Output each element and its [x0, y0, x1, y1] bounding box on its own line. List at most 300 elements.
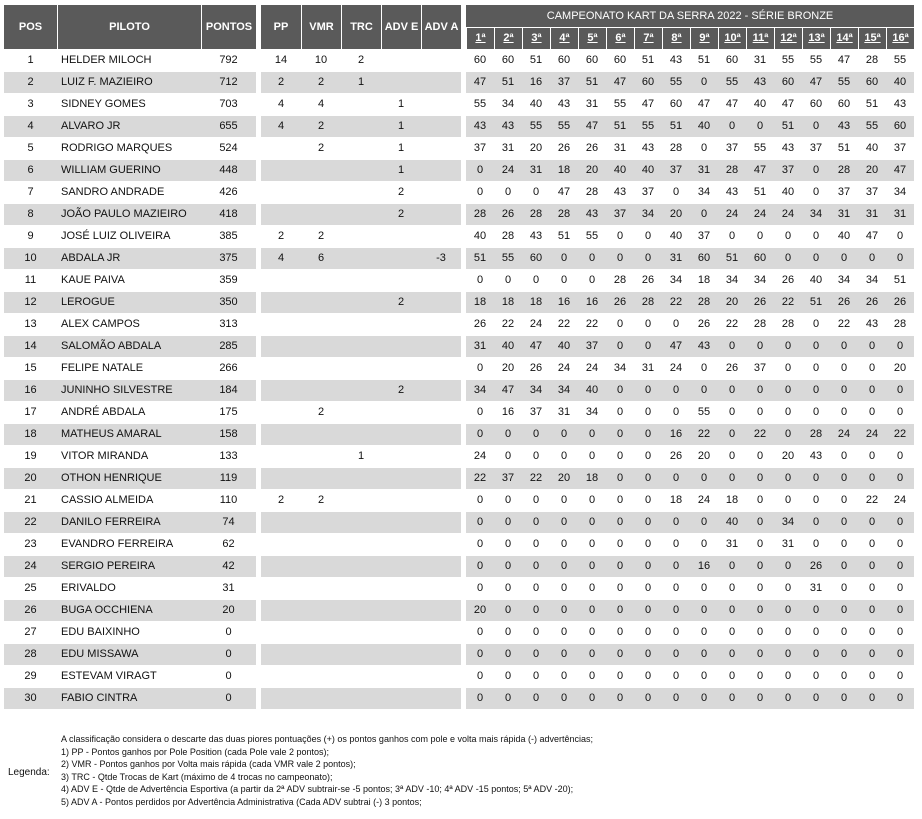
race-points-cell: 20	[494, 358, 522, 380]
position-cell: 28	[4, 644, 57, 666]
race-points-cell: 0	[662, 314, 690, 336]
race-points-cell: 28	[466, 204, 494, 226]
race-points-cell: 55	[550, 116, 578, 138]
race-points-cell: 0	[830, 556, 858, 578]
position-cell: 24	[4, 556, 57, 578]
race-points-cell: 51	[802, 292, 830, 314]
race-points-cell: 0	[690, 204, 718, 226]
race-points-cell: 0	[690, 138, 718, 160]
adv-a-cell	[421, 358, 461, 380]
vmr-cell	[301, 270, 341, 292]
pp-cell	[261, 600, 301, 622]
adv-e-cell	[381, 402, 421, 424]
points-cell: 184	[201, 380, 256, 402]
race-points-cell: 40	[606, 160, 634, 182]
race-points-cell: 0	[522, 578, 550, 600]
race-points-cell: 37	[466, 138, 494, 160]
race-points-cell: 37	[886, 138, 914, 160]
race-points-cell: 43	[466, 116, 494, 138]
header-race-label: 4ª	[559, 32, 570, 44]
race-points-cell: 40	[466, 226, 494, 248]
race-points-cell: 43	[774, 138, 802, 160]
position-cell: 22	[4, 512, 57, 534]
header-race-15	[858, 28, 886, 50]
race-points-cell: 40	[690, 116, 718, 138]
adv-e-cell: 2	[381, 204, 421, 226]
header-race-1	[466, 28, 494, 50]
pp-cell: 4	[261, 94, 301, 116]
race-points-cell: 0	[718, 424, 746, 446]
race-points-cell: 0	[858, 556, 886, 578]
race-points-cell: 0	[466, 402, 494, 424]
race-points-cell: 0	[662, 688, 690, 710]
race-points-cell: 20	[886, 358, 914, 380]
header-race-label: 1ª	[475, 32, 486, 44]
trc-cell	[341, 292, 381, 314]
race-points-cell: 0	[774, 358, 802, 380]
race-points-cell: 0	[466, 270, 494, 292]
race-points-cell: 24	[718, 204, 746, 226]
race-points-cell: 0	[830, 688, 858, 710]
table-row	[4, 424, 914, 446]
adv-a-cell	[421, 490, 461, 512]
race-points-cell: 0	[830, 534, 858, 556]
pilot-name-cell: HELDER MILOCH	[57, 50, 201, 72]
race-points-cell: 37	[494, 468, 522, 490]
race-points-cell: 0	[746, 622, 774, 644]
pilot-name-cell: ESTEVAM VIRAGT	[57, 666, 201, 688]
race-points-cell: 0	[578, 578, 606, 600]
race-points-cell: 34	[774, 512, 802, 534]
race-points-cell: 0	[802, 490, 830, 512]
adv-a-cell	[421, 424, 461, 446]
race-points-cell: 0	[494, 622, 522, 644]
race-points-cell: 0	[746, 578, 774, 600]
race-points-cell: 43	[802, 446, 830, 468]
race-points-cell: 0	[690, 578, 718, 600]
position-cell: 18	[4, 424, 57, 446]
header-race-3	[522, 28, 550, 50]
race-points-cell: 60	[578, 50, 606, 72]
race-points-cell: 0	[858, 512, 886, 534]
race-points-cell: 0	[886, 622, 914, 644]
race-points-cell: 0	[802, 512, 830, 534]
position-cell: 8	[4, 204, 57, 226]
header-race-4	[550, 28, 578, 50]
vmr-cell	[301, 292, 341, 314]
race-points-cell: 47	[718, 94, 746, 116]
race-points-cell: 24	[858, 424, 886, 446]
pilot-name-cell: MATHEUS AMARAL	[57, 424, 201, 446]
race-points-cell: 0	[522, 600, 550, 622]
race-points-cell: 0	[886, 644, 914, 666]
race-points-cell: 0	[494, 666, 522, 688]
adv-a-cell	[421, 182, 461, 204]
race-points-cell: 28	[690, 292, 718, 314]
adv-e-cell	[381, 688, 421, 710]
header-piloto: PILOTO	[57, 5, 201, 50]
race-points-cell: 0	[802, 622, 830, 644]
adv-e-cell	[381, 534, 421, 556]
race-points-cell: 0	[550, 424, 578, 446]
race-points-cell: 51	[858, 94, 886, 116]
trc-cell	[341, 512, 381, 534]
race-points-cell: 43	[522, 226, 550, 248]
race-points-cell: 28	[662, 138, 690, 160]
points-cell: 42	[201, 556, 256, 578]
table-row	[4, 204, 914, 226]
race-points-cell: 0	[774, 380, 802, 402]
adv-a-cell	[421, 226, 461, 248]
adv-a-cell	[421, 534, 461, 556]
points-cell: 313	[201, 314, 256, 336]
race-points-cell: 0	[858, 578, 886, 600]
pilot-name-cell: WILLIAM GUERINO	[57, 160, 201, 182]
table-row	[4, 138, 914, 160]
race-points-cell: 26	[690, 314, 718, 336]
race-points-cell: 0	[886, 380, 914, 402]
race-points-cell: 55	[634, 116, 662, 138]
points-cell: 712	[201, 72, 256, 94]
race-points-cell: 0	[886, 556, 914, 578]
race-points-cell: 43	[858, 314, 886, 336]
race-points-cell: 0	[634, 622, 662, 644]
race-points-cell: 0	[746, 644, 774, 666]
race-points-cell: 0	[858, 644, 886, 666]
header-race-16	[886, 28, 914, 50]
race-points-cell: 0	[634, 644, 662, 666]
race-points-cell: 40	[886, 72, 914, 94]
race-points-cell: 34	[690, 182, 718, 204]
position-cell: 29	[4, 666, 57, 688]
race-points-cell: 0	[606, 534, 634, 556]
header-race-label: 5ª	[587, 32, 598, 44]
adv-e-cell	[381, 336, 421, 358]
race-points-cell: 37	[718, 138, 746, 160]
race-points-cell: 60	[662, 94, 690, 116]
points-cell: 62	[201, 534, 256, 556]
header-trc: TRC	[341, 5, 381, 50]
table-row	[4, 512, 914, 534]
race-points-cell: 0	[578, 534, 606, 556]
header-race-14	[830, 28, 858, 50]
race-points-cell: 55	[858, 116, 886, 138]
race-points-cell: 0	[606, 446, 634, 468]
race-points-cell: 0	[746, 336, 774, 358]
header-race-label: 3ª	[531, 32, 542, 44]
race-points-cell: 0	[774, 226, 802, 248]
pp-cell	[261, 644, 301, 666]
vmr-cell: 2	[301, 116, 341, 138]
race-points-cell: 0	[494, 644, 522, 666]
race-points-cell: 0	[578, 424, 606, 446]
race-points-cell: 47	[578, 116, 606, 138]
pp-cell	[261, 204, 301, 226]
race-points-cell: 0	[634, 578, 662, 600]
race-points-cell: 0	[634, 468, 662, 490]
race-points-cell: 0	[802, 116, 830, 138]
pilot-name-cell: SALOMÃO ABDALA	[57, 336, 201, 358]
race-points-cell: 0	[802, 248, 830, 270]
pp-cell	[261, 402, 301, 424]
race-points-cell: 0	[802, 644, 830, 666]
race-points-cell: 0	[522, 622, 550, 644]
race-points-cell: 18	[690, 270, 718, 292]
race-points-cell: 0	[522, 424, 550, 446]
vmr-cell: 2	[301, 490, 341, 512]
race-points-cell: 37	[606, 204, 634, 226]
race-points-cell: 22	[662, 292, 690, 314]
race-points-cell: 0	[578, 270, 606, 292]
race-points-cell: 55	[774, 50, 802, 72]
race-points-cell: 28	[718, 160, 746, 182]
header-race-12	[774, 28, 802, 50]
vmr-cell	[301, 622, 341, 644]
adv-e-cell	[381, 556, 421, 578]
race-points-cell: 0	[858, 622, 886, 644]
points-cell: 158	[201, 424, 256, 446]
race-points-cell: 34	[606, 358, 634, 380]
race-points-cell: 43	[662, 50, 690, 72]
race-points-cell: 0	[830, 446, 858, 468]
trc-cell	[341, 226, 381, 248]
race-points-cell: 0	[886, 534, 914, 556]
header-adv-e: ADV E	[381, 5, 421, 50]
race-points-cell: 0	[746, 468, 774, 490]
points-cell: 110	[201, 490, 256, 512]
race-points-cell: 0	[690, 688, 718, 710]
race-points-cell: 0	[550, 512, 578, 534]
pilot-name-cell: JOÃO PAULO MAZIEIRO	[57, 204, 201, 226]
race-points-cell: 0	[494, 490, 522, 512]
vmr-cell	[301, 336, 341, 358]
race-points-cell: 0	[746, 688, 774, 710]
table-row	[4, 314, 914, 336]
race-points-cell: 51	[550, 226, 578, 248]
race-points-cell: 0	[802, 336, 830, 358]
trc-cell	[341, 622, 381, 644]
race-points-cell: 34	[802, 204, 830, 226]
race-points-cell: 0	[522, 270, 550, 292]
trc-cell	[341, 248, 381, 270]
position-cell: 10	[4, 248, 57, 270]
pilot-name-cell: ANDRÉ ABDALA	[57, 402, 201, 424]
race-points-cell: 31	[718, 534, 746, 556]
race-points-cell: 0	[802, 380, 830, 402]
position-cell: 1	[4, 50, 57, 72]
race-points-cell: 0	[746, 446, 774, 468]
pp-cell	[261, 468, 301, 490]
header-race-label: 11ª	[752, 32, 769, 44]
race-points-cell: 0	[494, 600, 522, 622]
race-points-cell: 0	[718, 578, 746, 600]
race-points-cell: 34	[886, 182, 914, 204]
adv-a-cell	[421, 644, 461, 666]
pp-cell	[261, 512, 301, 534]
vmr-cell: 2	[301, 226, 341, 248]
race-points-cell: 37	[830, 182, 858, 204]
table-row	[4, 116, 914, 138]
table-row	[4, 666, 914, 688]
race-points-cell: 0	[690, 600, 718, 622]
race-points-cell: 34	[522, 380, 550, 402]
points-cell: 375	[201, 248, 256, 270]
race-points-cell: 0	[662, 402, 690, 424]
adv-a-cell	[421, 292, 461, 314]
points-cell: 385	[201, 226, 256, 248]
vmr-cell: 2	[301, 72, 341, 94]
adv-a-cell	[421, 72, 461, 94]
race-points-cell: 0	[466, 688, 494, 710]
race-points-cell: 0	[606, 666, 634, 688]
trc-cell	[341, 116, 381, 138]
race-points-cell: 0	[690, 512, 718, 534]
race-points-cell: 40	[550, 336, 578, 358]
pp-cell	[261, 446, 301, 468]
pp-cell: 2	[261, 226, 301, 248]
race-points-cell: 40	[802, 270, 830, 292]
race-points-cell: 0	[830, 644, 858, 666]
race-points-cell: 43	[718, 182, 746, 204]
adv-e-cell: 2	[381, 182, 421, 204]
race-points-cell: 26	[746, 292, 774, 314]
pp-cell	[261, 666, 301, 688]
adv-e-cell: 1	[381, 138, 421, 160]
race-points-cell: 0	[578, 248, 606, 270]
race-points-cell: 55	[662, 72, 690, 94]
vmr-cell	[301, 314, 341, 336]
race-points-cell: 0	[886, 248, 914, 270]
vmr-cell	[301, 160, 341, 182]
header-race-label: 6ª	[615, 32, 626, 44]
race-points-cell: 0	[830, 490, 858, 512]
race-points-cell: 47	[830, 50, 858, 72]
adv-e-cell: 1	[381, 116, 421, 138]
pilot-name-cell: OTHON HENRIQUE	[57, 468, 201, 490]
race-points-cell: 0	[494, 182, 522, 204]
race-points-cell: 0	[830, 336, 858, 358]
trc-cell	[341, 534, 381, 556]
race-points-cell: 40	[522, 94, 550, 116]
adv-a-cell	[421, 556, 461, 578]
race-points-cell: 0	[634, 446, 662, 468]
race-points-cell: 18	[718, 490, 746, 512]
pilot-name-cell: RODRIGO MARQUES	[57, 138, 201, 160]
race-points-cell: 47	[690, 94, 718, 116]
points-cell: 0	[201, 688, 256, 710]
race-points-cell: 0	[494, 424, 522, 446]
adv-e-cell	[381, 446, 421, 468]
pp-cell	[261, 270, 301, 292]
pilot-name-cell: EDU BAIXINHO	[57, 622, 201, 644]
trc-cell	[341, 160, 381, 182]
race-points-cell: 34	[746, 270, 774, 292]
header-race-9	[690, 28, 718, 50]
trc-cell	[341, 94, 381, 116]
table-row	[4, 50, 914, 72]
race-points-cell: 22	[774, 292, 802, 314]
race-points-cell: 0	[522, 446, 550, 468]
position-cell: 2	[4, 72, 57, 94]
race-points-cell: 0	[858, 358, 886, 380]
race-points-cell: 0	[886, 402, 914, 424]
race-points-cell: 40	[774, 182, 802, 204]
race-points-cell: 26	[662, 446, 690, 468]
race-points-cell: 0	[606, 314, 634, 336]
race-points-cell: 60	[690, 248, 718, 270]
race-points-cell: 40	[494, 336, 522, 358]
race-points-cell: 31	[746, 50, 774, 72]
header-race-label: 8ª	[671, 32, 682, 44]
race-points-cell: 37	[550, 72, 578, 94]
race-points-cell: 0	[690, 644, 718, 666]
race-points-cell: 37	[578, 336, 606, 358]
race-points-cell: 0	[634, 380, 662, 402]
header-pontos: PONTOS	[201, 5, 256, 50]
pilot-name-cell: SIDNEY GOMES	[57, 94, 201, 116]
position-cell: 16	[4, 380, 57, 402]
race-points-cell: 0	[494, 446, 522, 468]
header-race-label: 7ª	[643, 32, 654, 44]
race-points-cell: 0	[522, 644, 550, 666]
race-points-cell: 18	[494, 292, 522, 314]
pp-cell	[261, 688, 301, 710]
position-cell: 3	[4, 94, 57, 116]
race-points-cell: 28	[774, 314, 802, 336]
points-cell: 133	[201, 446, 256, 468]
race-points-cell: 43	[886, 94, 914, 116]
points-cell: 266	[201, 358, 256, 380]
race-points-cell: 0	[690, 534, 718, 556]
race-points-cell: 0	[606, 402, 634, 424]
table-row	[4, 270, 914, 292]
points-cell: 418	[201, 204, 256, 226]
race-points-cell: 18	[466, 292, 494, 314]
header-race-2	[494, 28, 522, 50]
table-row	[4, 644, 914, 666]
race-points-cell: 0	[830, 512, 858, 534]
table-row	[4, 556, 914, 578]
race-points-cell: 0	[662, 666, 690, 688]
vmr-cell: 10	[301, 50, 341, 72]
position-cell: 11	[4, 270, 57, 292]
trc-cell	[341, 490, 381, 512]
race-points-cell: 0	[606, 424, 634, 446]
race-points-cell: 0	[550, 534, 578, 556]
race-points-cell: 0	[802, 534, 830, 556]
table-row	[4, 380, 914, 402]
race-points-cell: 0	[578, 556, 606, 578]
race-points-cell: 0	[858, 600, 886, 622]
race-points-cell: 20	[690, 446, 718, 468]
header-race-10	[718, 28, 746, 50]
trc-cell	[341, 204, 381, 226]
race-points-cell: 55	[466, 94, 494, 116]
race-points-cell: 43	[550, 94, 578, 116]
race-points-cell: 51	[690, 50, 718, 72]
race-points-cell: 0	[690, 72, 718, 94]
race-points-cell: 55	[830, 72, 858, 94]
race-points-cell: 0	[886, 600, 914, 622]
race-points-cell: 0	[830, 402, 858, 424]
race-points-cell: 60	[802, 94, 830, 116]
position-cell: 25	[4, 578, 57, 600]
race-points-cell: 34	[466, 380, 494, 402]
race-points-cell: 0	[606, 336, 634, 358]
race-points-cell: 0	[774, 248, 802, 270]
race-points-cell: 0	[802, 402, 830, 424]
trc-cell	[341, 380, 381, 402]
